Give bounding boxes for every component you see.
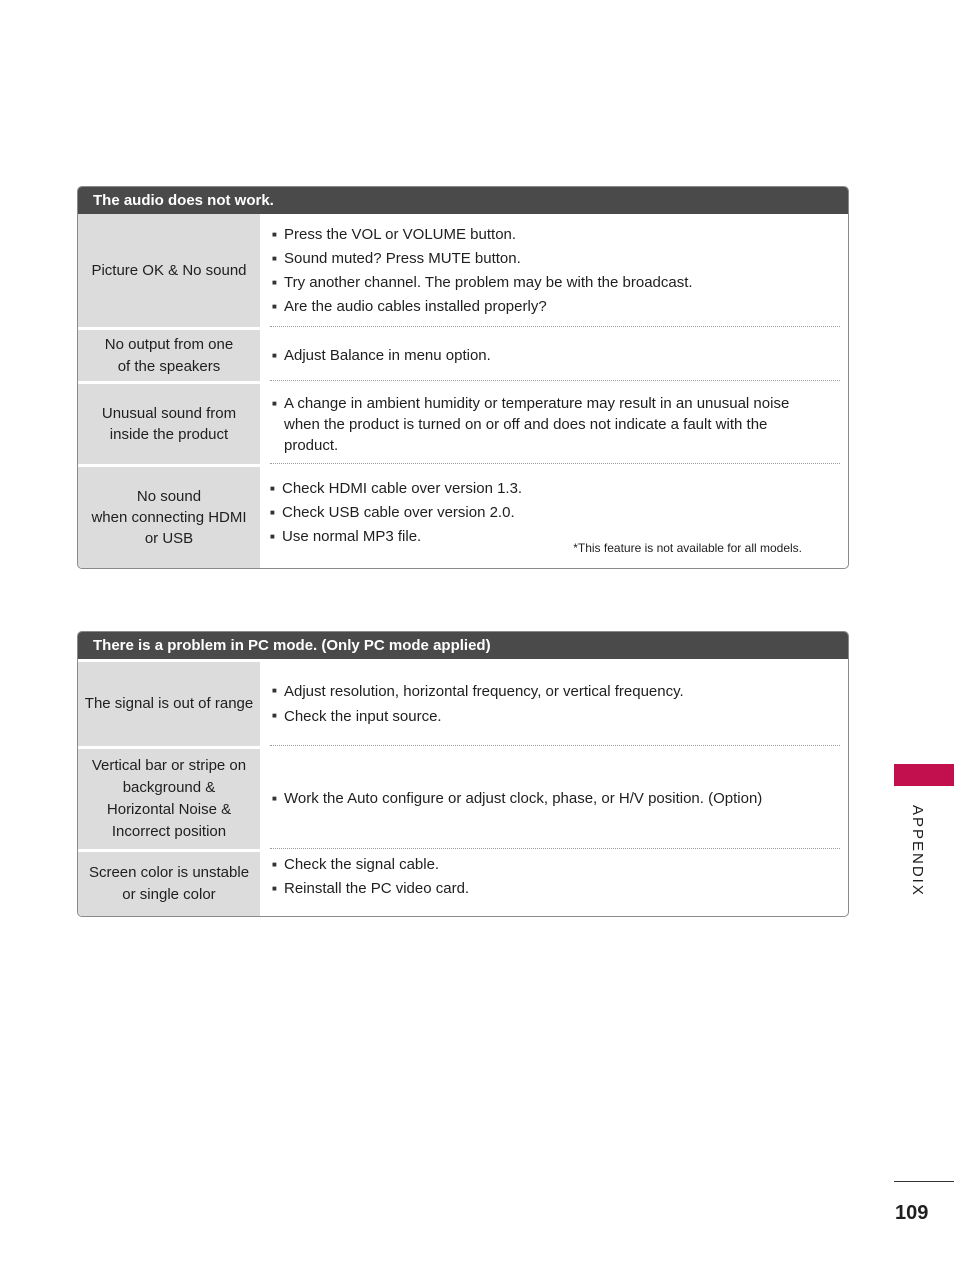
square-bullet-icon: ■ bbox=[272, 277, 277, 287]
square-bullet-icon: ■ bbox=[272, 884, 277, 893]
symptom-label: The signal is out of range bbox=[78, 662, 260, 746]
solution-list bbox=[260, 852, 848, 916]
square-bullet-icon: ■ bbox=[272, 350, 277, 360]
symptom-label: No output from one of the speakers bbox=[78, 330, 260, 381]
list-item: ■ Check the signal cable. bbox=[272, 853, 848, 877]
list-item: ■ Try another channel. The problem may be with the broadcast. bbox=[272, 271, 848, 295]
list-item: ■ Reinstall the PC video card. bbox=[272, 877, 848, 901]
appendix-tab-marker bbox=[894, 764, 954, 786]
list-item: ■ Adjust resolution, horizontal frequency, or vertical frequency. bbox=[272, 679, 848, 704]
list-item: ■ Are the audio cables installed properly? bbox=[272, 295, 848, 319]
table-row bbox=[78, 467, 848, 568]
square-bullet-icon: ■ bbox=[272, 398, 277, 408]
page-number-rule bbox=[894, 1181, 954, 1182]
list-item: ■ Check HDMI cable over version 1.3. bbox=[270, 477, 848, 501]
table-row bbox=[78, 384, 848, 464]
solution-list bbox=[260, 214, 848, 327]
audio-table-header: The audio does not work. bbox=[78, 187, 848, 214]
square-bullet-icon: ■ bbox=[272, 711, 277, 720]
list-item: ■ Work the Auto configure or adjust clock, phase, or H/V position. (Option) bbox=[272, 787, 848, 811]
square-bullet-icon: ■ bbox=[272, 860, 277, 869]
symptom-label: Unusual sound from inside the product bbox=[78, 384, 260, 464]
page-number: 109 bbox=[895, 1202, 929, 1224]
solution-list bbox=[260, 384, 848, 464]
availability-note: *This feature is not available for all models. bbox=[573, 541, 802, 555]
solution-list bbox=[260, 662, 848, 746]
square-bullet-icon: ■ bbox=[272, 794, 277, 803]
table-row bbox=[78, 852, 848, 916]
table-row bbox=[78, 330, 848, 381]
solution-list bbox=[260, 330, 848, 381]
symptom-label: No sound when connecting HDMI or USB bbox=[78, 467, 260, 568]
square-bullet-icon: ■ bbox=[272, 686, 277, 695]
pc-table-header: There is a problem in PC mode. (Only PC mode applied) bbox=[78, 632, 848, 659]
solution-list bbox=[260, 749, 848, 849]
section-label: APPENDIX bbox=[909, 805, 926, 897]
list-item: ■ A change in ambient humidity or temperature may result in an unusual noise when the product is turned on or off and does not indicate a fault with the product. bbox=[272, 394, 790, 454]
square-bullet-icon: ■ bbox=[270, 484, 275, 493]
list-item: ■ Adjust Balance in menu option. bbox=[272, 344, 848, 368]
audio-troubleshooting-table bbox=[77, 186, 849, 569]
symptom-label: Screen color is unstable or single color bbox=[78, 852, 260, 916]
list-item: ■ Check the input source. bbox=[272, 704, 848, 729]
square-bullet-icon: ■ bbox=[270, 532, 275, 541]
table-row bbox=[78, 662, 848, 746]
list-item: ■ Check USB cable over version 2.0. bbox=[270, 501, 848, 525]
square-bullet-icon: ■ bbox=[272, 301, 277, 311]
table-row bbox=[78, 214, 848, 327]
list-item: ■ Press the VOL or VOLUME button. bbox=[272, 223, 848, 247]
table-row bbox=[78, 749, 848, 849]
pc-troubleshooting-table bbox=[77, 631, 849, 917]
solution-list bbox=[260, 467, 848, 568]
list-item: ■ Use normal MP3 file. bbox=[270, 525, 848, 549]
square-bullet-icon: ■ bbox=[272, 253, 277, 263]
list-item: ■ Sound muted? Press MUTE button. bbox=[272, 247, 848, 271]
square-bullet-icon: ■ bbox=[270, 508, 275, 517]
square-bullet-icon: ■ bbox=[272, 229, 277, 239]
symptom-label: Vertical bar or stripe on background & Horizontal Noise & Incorrect position bbox=[78, 749, 260, 849]
symptom-label: Picture OK & No sound bbox=[78, 214, 260, 327]
